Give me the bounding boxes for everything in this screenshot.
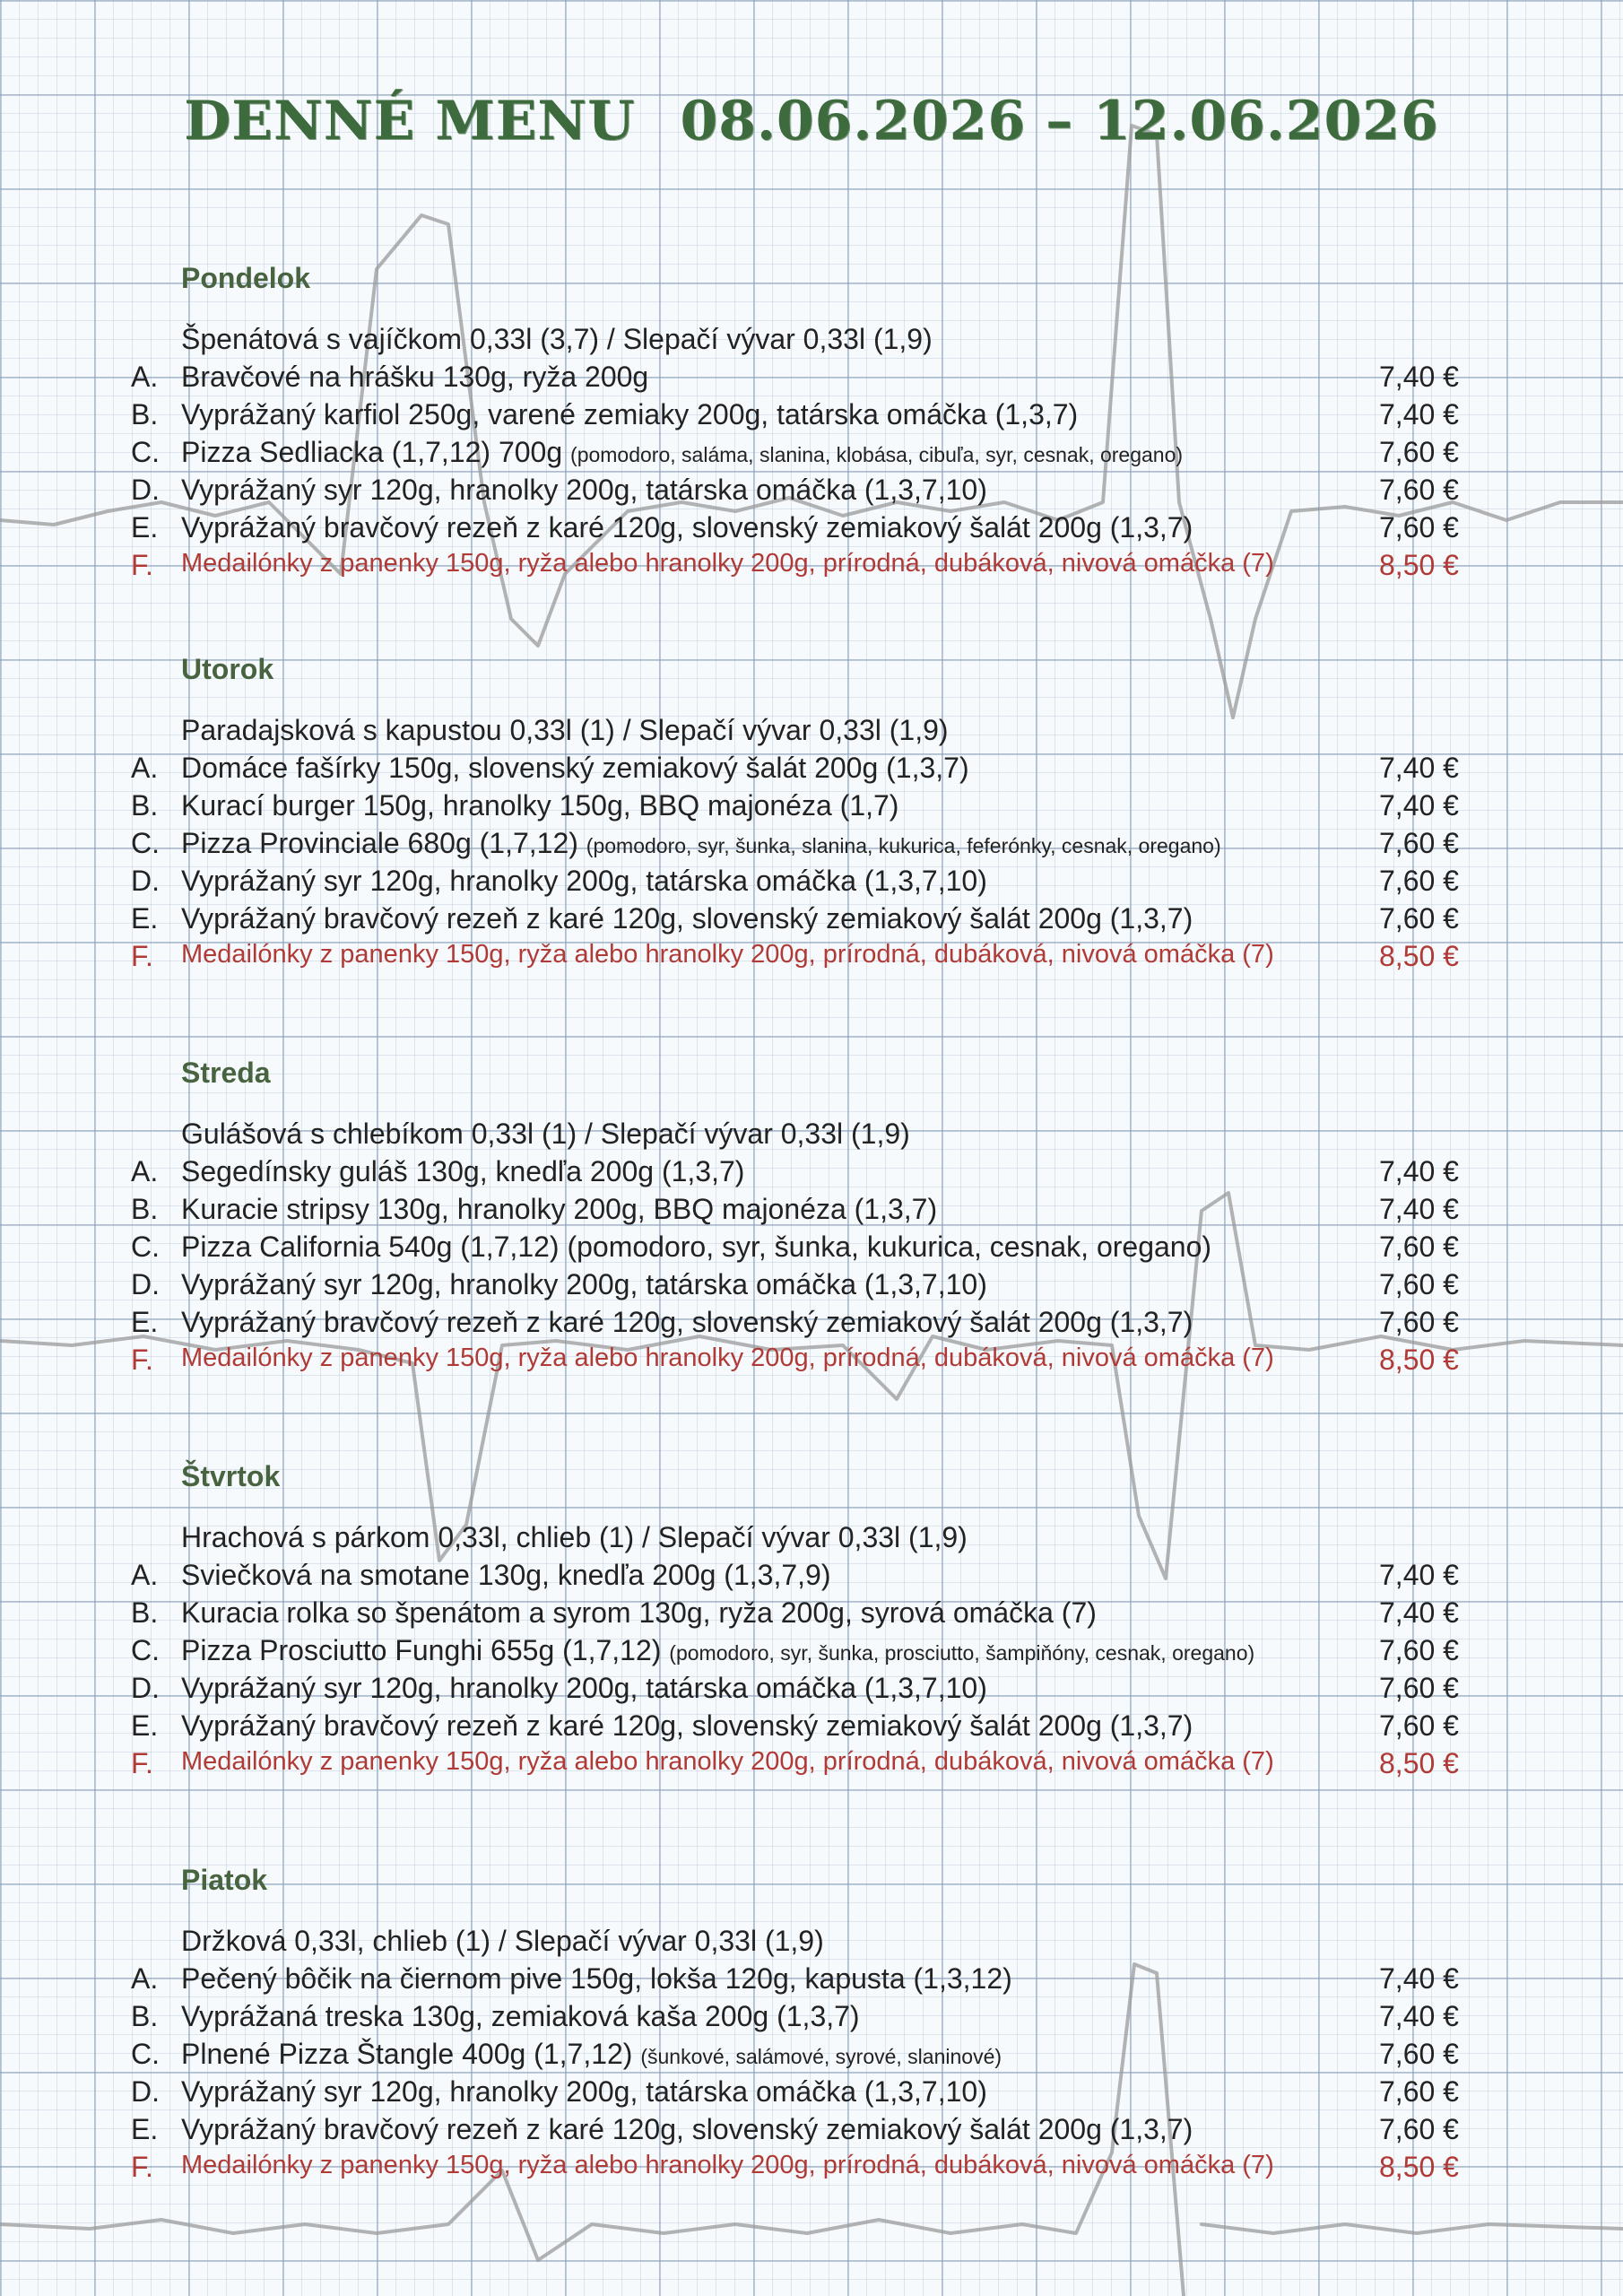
item-dish-text: Vyprážaný karfiol 250g, varené zemiaky 200g, tatárska omáčka (1,3,7) [181, 398, 1079, 430]
item-dish [181, 1747, 1274, 1777]
item-letter: C. [131, 1634, 160, 1666]
item-dish-text: Bravčové na hrášku 130g, ryža 200g [181, 361, 649, 393]
menu-item [0, 1344, 1623, 1381]
item-price: 7,40 € [1379, 2000, 1459, 2032]
item-dish-text: Medailónky z panenky 150g, ryža alebo hranolky 200g, prírodná, dubáková, nivová omáčka (7) [181, 940, 1274, 969]
item-price: 7,60 € [1379, 1231, 1459, 1263]
item-letter: C. [131, 827, 160, 859]
item-price: 7,60 € [1379, 827, 1459, 859]
item-price: 7,60 € [1379, 511, 1459, 544]
item-letter: B. [131, 2000, 159, 2032]
item-letter: E. [131, 511, 159, 544]
item-ingredients-note: (pomodoro, syr, šunka, prosciutto, šampiňóny, cesnak, oregano) [669, 1641, 1255, 1665]
item-dish-text: Vyprážaný bravčový rezeň z karé 120g, slovenský zemiakový šalát 200g (1,3,7) [181, 2113, 1193, 2145]
menu-item [0, 436, 1623, 474]
menu-item [0, 549, 1623, 587]
item-dish-text: Vyprážaný syr 120g, hranolky 200g, tatárska omáčka (1,3,7,10) [181, 474, 987, 506]
item-dish [181, 2113, 1193, 2146]
item-price: 7,60 € [1379, 2113, 1459, 2145]
item-dish [181, 1672, 987, 1705]
item-letter: C. [131, 2038, 160, 2070]
item-dish [181, 940, 1274, 970]
item-price: 7,40 € [1379, 398, 1459, 430]
item-dish [181, 1559, 830, 1592]
item-dish-text: Pečený bôčik na čiernom pive 150g, lokša 120g, kapusta (1,3,12) [181, 1962, 1012, 1995]
item-price: 8,50 € [1379, 2151, 1459, 2183]
item-dish-text: Pizza California 540g (1,7,12) (pomodoro, syr, šunka, kukurica, cesnak, oregano) [181, 1231, 1212, 1263]
day-name: Streda [181, 1057, 271, 1089]
item-dish [181, 1962, 1012, 1996]
soup-line: Špenátová s vajíčkom 0,33l (3,7) / Slepačí vývar 0,33l (1,9) [181, 323, 933, 355]
item-dish [181, 1306, 1193, 1339]
menu-item [0, 1268, 1623, 1306]
item-letter: D. [131, 474, 160, 506]
item-dish [181, 2151, 1274, 2180]
item-dish-text: Vyprážaný bravčový rezeň z karé 120g, slovenský zemiakový šalát 200g (1,3,7) [181, 1709, 1193, 1742]
menu-item [0, 1634, 1623, 1672]
item-dish [181, 1596, 1097, 1630]
menu-item [0, 398, 1623, 436]
menu-item [0, 789, 1623, 827]
item-price: 7,40 € [1379, 361, 1459, 393]
item-dish [181, 398, 1078, 431]
day-name: Pondelok [181, 262, 311, 294]
item-dish [181, 789, 898, 822]
item-letter: A. [131, 361, 159, 393]
title-label: DENNÉ MENU [184, 90, 636, 152]
item-dish [181, 752, 969, 785]
item-price: 7,60 € [1379, 902, 1459, 935]
menu-item [0, 1155, 1623, 1193]
item-price: 7,40 € [1379, 1155, 1459, 1187]
item-dish-text: Kuracia rolka so špenátom a syrom 130g, ryža 200g, syrová omáčka (7) [181, 1596, 1097, 1629]
menu-item [0, 1709, 1623, 1747]
menu-item [0, 1962, 1623, 2000]
item-price: 7,60 € [1379, 1634, 1459, 1666]
item-dish-text: Pizza Sedliacka (1,7,12) 700g [181, 436, 571, 468]
item-dish [181, 436, 1183, 469]
item-price: 7,60 € [1379, 1672, 1459, 1704]
menu-item [0, 1193, 1623, 1231]
soup-line: Hrachová s párkom 0,33l, chlieb (1) / Slepačí vývar 0,33l (1,9) [181, 1521, 968, 1553]
item-letter: D. [131, 2075, 160, 2108]
day-name: Utorok [181, 653, 274, 685]
item-dish-text: Kurací burger 150g, hranolky 150g, BBQ majonéza (1,7) [181, 789, 899, 822]
menu-item [0, 2151, 1623, 2188]
item-price: 8,50 € [1379, 1344, 1459, 1376]
item-dish [181, 2038, 1002, 2071]
item-letter: A. [131, 1155, 159, 1187]
item-letter: A. [131, 1962, 159, 1995]
item-letter: E. [131, 902, 159, 935]
item-letter: D. [131, 1268, 160, 1300]
item-dish-text: Medailónky z panenky 150g, ryža alebo hranolky 200g, prírodná, dubáková, nivová omáčka (7) [181, 1344, 1274, 1372]
item-dish [181, 1193, 937, 1226]
item-dish [181, 511, 1193, 544]
soup-line: Paradajsková s kapustou 0,33l (1) / Slepačí vývar 0,33l (1,9) [181, 714, 949, 746]
item-ingredients-note: (pomodoro, syr, šunka, slanina, kukurica, feferónky, cesnak, oregano) [586, 834, 1221, 857]
item-price: 8,50 € [1379, 940, 1459, 972]
page-title [0, 90, 1623, 152]
item-dish [181, 474, 987, 507]
day-name: Štvrtok [181, 1460, 281, 1492]
item-price: 7,40 € [1379, 789, 1459, 822]
item-dish [181, 865, 987, 898]
soup-line: Držková 0,33l, chlieb (1) / Slepačí vývar 0,33l (1,9) [181, 1925, 824, 1957]
item-dish [181, 902, 1193, 935]
item-dish-text: Domáce fašírky 150g, slovenský zemiakový šalát 200g (1,3,7) [181, 752, 969, 784]
menu-item [0, 1672, 1623, 1709]
item-price: 7,40 € [1379, 1596, 1459, 1629]
item-price: 7,40 € [1379, 1193, 1459, 1225]
menu-item [0, 1306, 1623, 1344]
item-price: 7,60 € [1379, 1268, 1459, 1300]
menu-item [0, 1231, 1623, 1268]
item-dish-text: Vyprážaný bravčový rezeň z karé 120g, slovenský zemiakový šalát 200g (1,3,7) [181, 902, 1193, 935]
item-price: 7,40 € [1379, 1962, 1459, 1995]
item-dish-text: Segedínsky guláš 130g, knedľa 200g (1,3,7) [181, 1155, 745, 1187]
item-letter: D. [131, 1672, 160, 1704]
menu-item [0, 2000, 1623, 2038]
menu-item [0, 752, 1623, 789]
item-dish-text: Sviečková na smotane 130g, knedľa 200g (1,3,7,9) [181, 1559, 831, 1591]
item-price: 7,60 € [1379, 865, 1459, 897]
item-letter: D. [131, 865, 160, 897]
item-letter: E. [131, 1306, 159, 1338]
item-price: 7,60 € [1379, 1709, 1459, 1742]
menu-item [0, 827, 1623, 865]
item-price: 7,60 € [1379, 2038, 1459, 2070]
item-dish-text: Pizza Prosciutto Funghi 655g (1,7,12) [181, 1634, 670, 1666]
item-letter: F. [131, 1747, 153, 1779]
item-dish [181, 1155, 744, 1188]
menu-item [0, 2075, 1623, 2113]
item-dish-text: Kuracie stripsy 130g, hranolky 200g, BBQ majonéza (1,3,7) [181, 1193, 938, 1225]
item-letter: A. [131, 1559, 159, 1591]
item-dish-text: Vyprážaný bravčový rezeň z karé 120g, slovenský zemiakový šalát 200g (1,3,7) [181, 1306, 1193, 1338]
item-dish-text: Vyprážaný syr 120g, hranolky 200g, tatárska omáčka (1,3,7,10) [181, 1672, 987, 1704]
item-dish [181, 361, 648, 394]
item-letter: B. [131, 1596, 159, 1629]
day-name: Piatok [181, 1864, 268, 1896]
item-dish-text: Medailónky z panenky 150g, ryža alebo hranolky 200g, prírodná, dubáková, nivová omáčka (7) [181, 2151, 1274, 2179]
item-price: 7,60 € [1379, 2075, 1459, 2108]
item-price: 7,60 € [1379, 474, 1459, 506]
item-price: 7,40 € [1379, 1559, 1459, 1591]
menu-item [0, 361, 1623, 398]
item-letter: F. [131, 2151, 153, 2183]
item-dish [181, 827, 1221, 860]
item-dish [181, 1344, 1274, 1373]
item-dish-text: Medailónky z panenky 150g, ryža alebo hranolky 200g, prírodná, dubáková, nivová omáčka (7) [181, 549, 1274, 578]
menu-item [0, 511, 1623, 549]
item-letter: B. [131, 1193, 159, 1225]
item-letter: E. [131, 2113, 159, 2145]
item-dish-text: Vyprážaný bravčový rezeň z karé 120g, slovenský zemiakový šalát 200g (1,3,7) [181, 511, 1193, 544]
item-letter: F. [131, 1344, 153, 1376]
item-dish-text: Vyprážaný syr 120g, hranolky 200g, tatárska omáčka (1,3,7,10) [181, 2075, 987, 2108]
menu-item [0, 940, 1623, 978]
menu-item [0, 902, 1623, 940]
item-dish [181, 2075, 987, 2109]
soup-line: Gulášová s chlebíkom 0,33l (1) / Slepačí vývar 0,33l (1,9) [181, 1118, 910, 1150]
item-dish [181, 2000, 860, 2033]
item-dish [181, 1231, 1211, 1264]
menu-item [0, 2038, 1623, 2075]
item-letter: B. [131, 789, 159, 822]
item-ingredients-note: (pomodoro, saláma, slanina, klobása, cibuľa, syr, cesnak, oregano) [570, 443, 1184, 466]
item-dish-text: Vyprážaný syr 120g, hranolky 200g, tatárska omáčka (1,3,7,10) [181, 865, 987, 897]
item-price: 8,50 € [1379, 549, 1459, 581]
item-dish [181, 1709, 1193, 1743]
item-letter: A. [131, 752, 159, 784]
item-dish-text: Vyprážaný syr 120g, hranolky 200g, tatárska omáčka (1,3,7,10) [181, 1268, 987, 1300]
item-letter: E. [131, 1709, 159, 1742]
item-letter: F. [131, 549, 153, 581]
menu-item [0, 865, 1623, 902]
item-dish [181, 1634, 1254, 1667]
item-letter: C. [131, 436, 160, 468]
item-price: 7,60 € [1379, 436, 1459, 468]
item-dish [181, 549, 1274, 578]
item-price: 7,40 € [1379, 752, 1459, 784]
item-dish [181, 1268, 987, 1301]
item-dish-text: Vyprážaná treska 130g, zemiaková kaša 200g (1,3,7) [181, 2000, 860, 2032]
item-letter: F. [131, 940, 153, 972]
menu-item [0, 1559, 1623, 1596]
menu-item [0, 2113, 1623, 2151]
item-dish-text: Pizza Provinciale 680g (1,7,12) [181, 827, 586, 859]
title-dates: 08.06.2026 – 12.06.2026 [680, 90, 1439, 152]
item-price: 8,50 € [1379, 1747, 1459, 1779]
menu-item [0, 1747, 1623, 1785]
item-letter: C. [131, 1231, 160, 1263]
item-price: 7,60 € [1379, 1306, 1459, 1338]
menu-item [0, 474, 1623, 511]
menu-item [0, 1596, 1623, 1634]
item-dish-text: Medailónky z panenky 150g, ryža alebo hranolky 200g, prírodná, dubáková, nivová omáčka (7) [181, 1747, 1274, 1776]
item-dish-text: Plnené Pizza Štangle 400g (1,7,12) [181, 2038, 641, 2070]
item-letter: B. [131, 398, 159, 430]
item-ingredients-note: (šunkové, salámové, syrové, slaninové) [640, 2045, 1002, 2068]
